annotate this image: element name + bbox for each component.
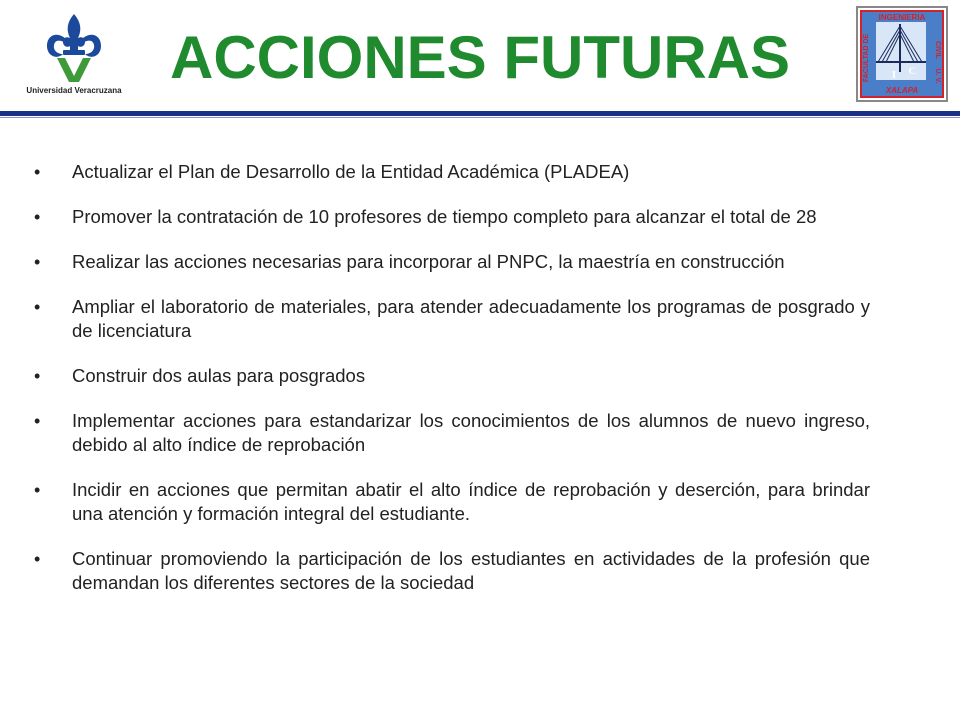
faculty-logo-lettering: I: [891, 69, 897, 81]
list-item-text: Construir dos aulas para posgrados: [72, 365, 366, 386]
bullet-marker: •: [34, 207, 41, 227]
list-item: [34, 205, 870, 229]
bridge-emblem-icon: [856, 6, 948, 102]
header-divider-thin: [0, 117, 960, 118]
faculty-logo-lettering: C: [908, 66, 916, 76]
list-item-text: Incidir en acciones que permitan abatir el alto índice de reprobación y deserción, para brindar una atención y formación integral del estudiante.: [72, 479, 870, 524]
list-item-text: Actualizar el Plan de Desarrollo de la Entidad Académica (PLADEA): [72, 161, 630, 182]
list-item-text: Promover la contratación de 10 profesores de tiempo completo para alcanzar el total de 28: [72, 206, 817, 227]
list-item-text: Realizar las acciones necesarias para incorporar al PNPC, la maestría en construcción: [72, 251, 785, 272]
page-title: ACCIONES FUTURAS: [169, 24, 790, 91]
bullet-marker: •: [34, 366, 41, 386]
list-item: [34, 160, 870, 184]
list-item: [34, 295, 870, 343]
bullet-marker: •: [34, 549, 41, 569]
list-item: [34, 547, 870, 595]
university-logo-caption: Universidad Veracruzana: [26, 86, 122, 95]
bullet-marker: •: [34, 252, 41, 272]
fleur-de-lis-logo-icon: [39, 12, 109, 84]
list-item: [34, 409, 870, 457]
faculty-logo-lettering: FACULTAD DE: [863, 33, 870, 83]
faculty-logo-lettering: INGENIERIA: [878, 13, 926, 22]
list-item-text: Ampliar el laboratorio de materiales, para atender adecuadamente los programas de posgrado y de licenciatura: [72, 296, 870, 341]
faculty-logo-lettering: U. V.: [934, 68, 941, 84]
university-logo: [18, 12, 130, 102]
bullet-marker: •: [34, 411, 41, 431]
bullet-marker: •: [34, 162, 41, 182]
list-item: [34, 364, 870, 388]
bullet-list: [34, 160, 870, 616]
list-item: [34, 250, 870, 274]
faculty-logo-lettering: XALAPA: [885, 86, 919, 95]
list-item-text: Implementar acciones para estandarizar los conocimientos de los alumnos de nuevo ingreso, debido al alto índice de reprobación: [72, 410, 870, 455]
faculty-logo: [856, 6, 948, 102]
list-item-text: Continuar promoviendo la participación de los estudiantes en actividades de la profesión que demandan los diferentes sectores de la sociedad: [72, 548, 870, 593]
faculty-logo-lettering: CIVIL: [934, 41, 941, 59]
list-item: [34, 478, 870, 526]
header-divider: [0, 111, 960, 116]
bullet-marker: •: [34, 297, 41, 317]
bullet-marker: •: [34, 480, 41, 500]
